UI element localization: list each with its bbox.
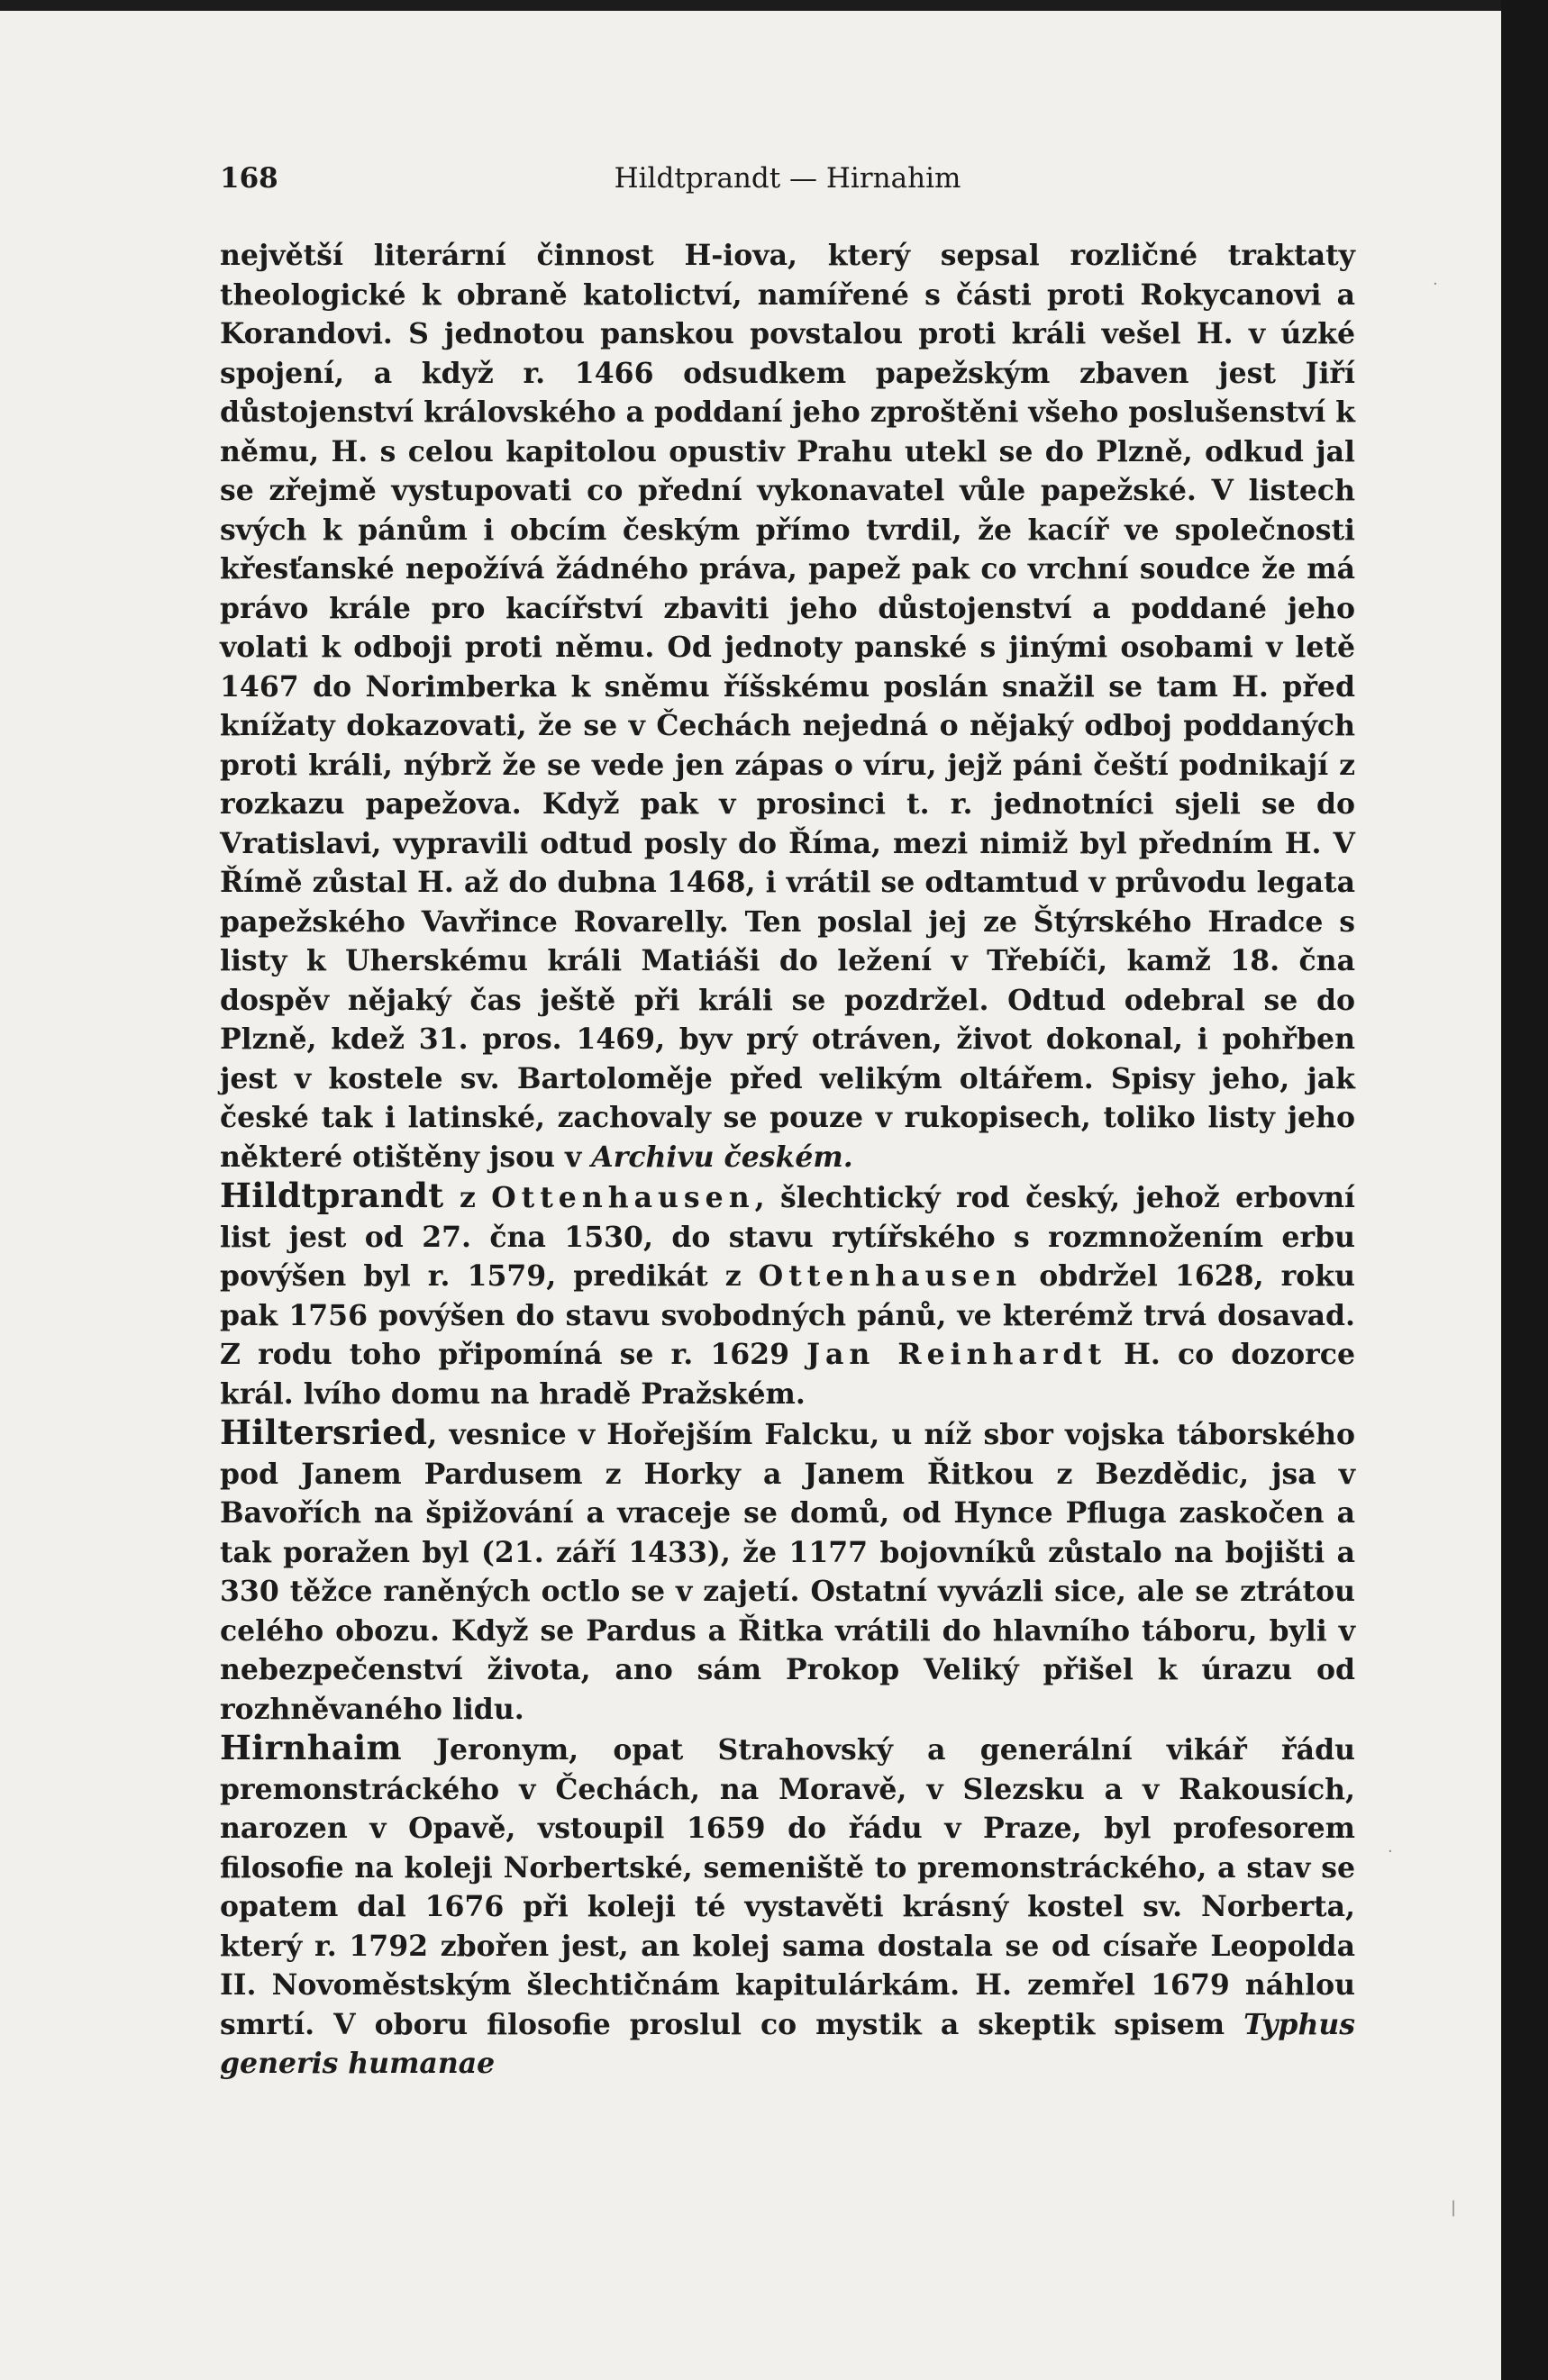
scan-speck: | [1451,2198,1457,2217]
entry-text-spaced: Ottenhausen [491,1181,755,1214]
scan-top-border [0,0,1548,11]
entry-text: obdržel 1628, roku pak 1756 povýšen do stavu svobodných pánů, ve kterémž trvá dosavad. Z rodu toho připomíná se r. 1629 [220,1259,1355,1371]
entry-text: Jeronym, opat Strahovský a generální vikář řádu premonstráckého v Čechách, na Moravě, v Slezsku a v Rakousích, narozen v Opavě, vstoupil 1659 do řádu v Praze, byl profesorem filosofie na koleji Norbertské, semeniště to premonstráckého, a stav se opatem dal 1676 při koleji té vystavěti krásný kostel sv. Norberta, který r. 1792 zbořen jest, an kolej sama dostala se od císaře Leopolda II. Novoměstským šlechtičnám kapitulárkám. H. zemřel 1679 náhlou smrtí. V oboru filosofie proslul co mystik a skeptik spisem [220,1733,1355,2041]
scan-right-border [1501,0,1548,2380]
page-header [220,162,1355,198]
entry-text: z [443,1181,492,1214]
entry-hirnhaim [220,1729,1355,2084]
continuation-paragraph [220,236,1355,1176]
entry-hiltersried [220,1413,1355,1729]
entry-text: , vesnice v Hořejším Falcku, u níž sbor vojska táborského pod Janem Pardusem z Horky a Janem Řitkou z Bezdědic, jsa v Bavořích na špižování a vraceje se domů, od Hynce Pfluga zaskočen a tak poražen byl (21. září 1433), že 1177 bojovníků zůstalo na bojišti a 330 těžce raněných octlo se v zajetí. Ostatní vyvázli sice, ale se ztrátou celého obozu. Když se Pardus a Řitka vrátili do hlavního táboru, byli v nebezpečenství života, ano sám Prokop Veliký přišel k úrazu od rozhněvaného lidu. [220,1418,1355,1726]
entry-text-spaced: Ottenhausen [758,1259,1023,1293]
entry-text-italic: Typhus generis humanae [220,2007,1355,2080]
scan-speck: . [1433,270,1438,289]
page-number: 168 [220,162,278,195]
running-title: Hildtprandt — Hirnahim [614,162,961,195]
scan-speck: . [1388,1838,1393,1857]
headword: Hildtprandt [220,1176,444,1215]
entry-text-spaced: Jan Reinhardt [806,1338,1106,1371]
entry-hildtprandt [220,1176,1355,1413]
entry-text: H. co dozorce král. lvího domu na hradě Pražském. [220,1338,1355,1411]
headword: Hiltersried [220,1413,428,1452]
entry-text: , šlechtický rod český, jehož erbovní list jest od 27. čna 1530, do stavu rytířského s rozmnožením erbu povýšen byl r. 1579, predikát z [220,1181,1355,1293]
continuation-text: největší literární činnost H-iova, který sepsal rozličné traktaty theologické k obraně katolictví, namířené s části proti Rokycanovi a Korandovi. S jednotou panskou povstalou proti králi vešel H. v úzké spojení, a když r. 1466 odsudkem papežským zbaven jest Jiří důstojenství královského a poddaní jeho zproštěni všeho poslušenství k němu, H. s celou kapitolou opustiv Prahu utekl se do Plzně, odkud jal se zřejmě vystupovati co přední vykonavatel vůle papežské. V listech svých k pánům i obcím českým přímo tvrdil, že kacíř ve společnosti křesťanské nepožívá žádného práva, papež pak co vrchní soudce že má právo krále pro kacířství zbaviti jeho důstojenství a poddané jeho volati k odboji proti němu. Od jednoty panské s jinými osobami v letě 1467 do Norimberka k sněmu říšskému poslán snažil se tam H. před knížaty dokazovati, že se v Čechách nejedná o nějaký odboj poddaných proti králi, nýbrž že se vede jen zápas o víru, jejž páni čeští podnikají z rozkazu papežova. Když pak v prosinci t. r. jednotníci sjeli se do Vratislavi, vypravili odtud posly do Říma, mezi nimiž byl předním H. V Římě zůstal H. až do dubna 1468, i vrátil se odtamtud v průvodu legata papežského Vavřince Rovarelly. Ten poslal jej ze Štýrského Hradce s listy k Uherskému králi Matiáši do ležení v Třebíči, kamž 18. čna dospěv nějaký čas ještě při králi se pozdržel. Odtud odebral se do Plzně, kdež 31. pros. 1469, byv prý otráven, život dokonal, i pohřben jest v kostele sv. Bartoloměje před velikým oltářem. Spisy jeho, jak české tak i latinské, zachovaly se pouze v rukopisech, toliko listy jeho některé otištěny jsou v [220,239,1355,1174]
page-content [220,162,1355,2084]
continuation-italic: Archivu českém. [591,1140,853,1174]
headword: Hirnhaim [220,1728,402,1767]
body-text [220,236,1355,2084]
